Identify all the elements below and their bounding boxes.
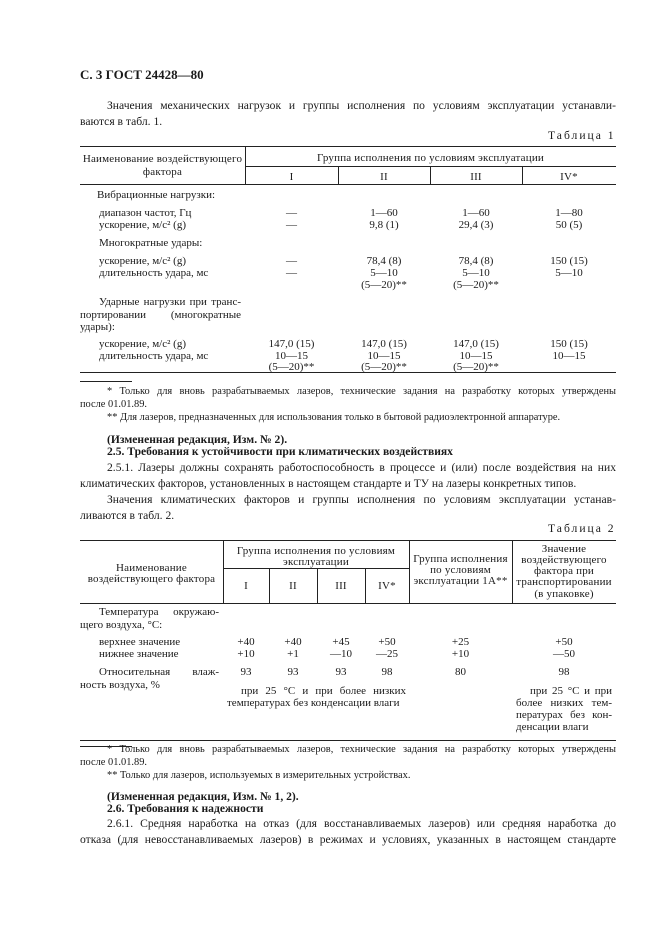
transport-note: пературах без кон- (516, 709, 612, 721)
cell: 10—15 (367, 350, 401, 362)
row-label: длительность удара, мс (99, 267, 209, 279)
cell: (5—20)** (268, 361, 315, 373)
table2-bottom-rule (80, 740, 616, 741)
table2-col-transport: (в упаковке) (534, 588, 594, 600)
row-label: Многократные удары: (99, 237, 203, 249)
cell: 147,0 (15) (453, 338, 499, 350)
cell: 150 (15) (550, 338, 588, 350)
cell: 78,4 (8) (366, 255, 402, 267)
table2-caption: Таблица 2 (548, 522, 616, 535)
table1-group-I: I (289, 171, 294, 183)
table1-group-III: III (470, 171, 482, 183)
cell: 1—60 (370, 207, 398, 219)
row-label: Относительная влаж- (99, 666, 219, 678)
cell: +1 (287, 648, 299, 660)
section-2-6-title: 2.6. Требования к надежности (107, 802, 264, 815)
transport-note: при 25 °С и при (530, 685, 612, 697)
table2-group-III: III (335, 580, 347, 592)
cell: 1—60 (462, 207, 490, 219)
table2-col-1a: Группа исполнения (413, 553, 508, 565)
table2-col-transport: воздействующего (521, 554, 607, 566)
row-label: удары): (80, 321, 115, 333)
transport-note: денсации влаги (516, 721, 589, 733)
section-2-5-title: 2.5. Требования к устойчивости при климатических воздействиях (107, 445, 453, 458)
cell: —25 (376, 648, 398, 660)
cell: 10—15 (275, 350, 308, 362)
row-label: Вибрационные нагрузки: (97, 189, 216, 201)
table2-top-rule (80, 540, 616, 541)
footnote: * Только для вновь разрабатываемых лазеров, технические задания на разработку которых утверждены (107, 744, 616, 755)
table2-group-IV: IV* (378, 580, 396, 592)
table2-col-name: Наименование (116, 562, 187, 574)
cell: +40 (284, 636, 302, 648)
edit-note: (Измененная редакция, Изм. № 2). (107, 433, 288, 446)
cell: 5—10 (370, 267, 398, 279)
edit-note: (Измененная редакция, Изм. № 1, 2). (107, 790, 299, 803)
paragraph: ливаются в табл. 2. (80, 509, 175, 522)
row-label: длительность удара, мс (99, 350, 209, 362)
table2-group-I: I (244, 580, 248, 592)
row-label: Ударные нагрузки при транс- (99, 296, 241, 308)
cell: 93 (335, 666, 347, 678)
humidity-note: температурах без конденсации влаги (227, 697, 400, 709)
cell: 98 (381, 666, 393, 678)
table2-col-transport: фактора при (534, 565, 594, 577)
humidity-note: при 25 °С и при более низких (241, 685, 406, 697)
row-label: ускорение, м/с² (g) (99, 255, 186, 267)
row-label: щего воздуха, °С: (80, 619, 163, 631)
intro-line-2: ваются в табл. 1. (80, 115, 163, 128)
cell: +25 (451, 636, 470, 648)
footnote: ** Только для лазеров, используемых в измерительных устройствах. (107, 770, 411, 781)
cell: +40 (237, 636, 255, 648)
cell: 10—15 (459, 350, 493, 362)
cell: (5—20)** (361, 279, 407, 291)
table1-group-II: II (380, 171, 388, 183)
row-label: нижнее значение (99, 648, 179, 660)
cell: —50 (553, 648, 575, 660)
table1-group-IV: IV* (560, 171, 578, 183)
table2-col-1a: эксплуатации 1А** (413, 575, 508, 587)
row-label: ускорение, м/с² (g) (99, 219, 186, 231)
table2-group-header: эксплуатации (283, 556, 349, 568)
table2-col-1a: по условиям (430, 564, 491, 576)
paragraph: отказа (для невосстанавливаемых лазеров) в режимах и условиях, указанных в настоящем стандарте (80, 833, 616, 846)
paragraph: 2.6.1. Средняя наработка на отказ (для восстанавливаемых лазеров) или средняя наработка до (107, 817, 616, 830)
table1-caption: Таблица 1 (548, 129, 616, 142)
footnote: после 01.01.89. (80, 399, 147, 410)
cell: 29,4 (3) (458, 219, 494, 231)
footnote: ** Для лазеров, предназначенных для использования только в бытовой радиоэлектронной аппаратуре. (107, 412, 561, 423)
cell: (5—20)** (453, 279, 499, 291)
cell: 9,8 (1) (369, 219, 399, 231)
transport-note: более низких тем- (516, 697, 612, 709)
row-label: ность воздуха, % (80, 679, 160, 691)
cell: 98 (558, 666, 570, 678)
paragraph: климатических факторов, установленных в настоящем стандарте и ТУ на лазеры конкретных типов. (80, 477, 577, 490)
cell: +10 (451, 648, 470, 660)
cell: 10—15 (552, 350, 586, 362)
table2-col-name: воздействующего фактора (87, 573, 216, 585)
cell: +50 (378, 636, 396, 648)
cell: 93 (287, 666, 299, 678)
intro-line-1: Значения механических нагрузок и группы исполнения по условиям эксплуатации устанавли- (107, 99, 616, 112)
table1-col-name: Наименование воздействующего (82, 153, 243, 165)
cell: 5—10 (555, 267, 583, 279)
row-label: Температура окружаю- (99, 606, 219, 618)
cell: (5—20)** (361, 361, 407, 373)
table2-group-II: II (289, 580, 297, 592)
cell: 1—80 (555, 207, 583, 219)
footnote: * Только для вновь разрабатываемых лазеров, технические задания на разработку которых утверждены (107, 386, 616, 397)
cell: +45 (332, 636, 350, 648)
cell: 150 (15) (550, 255, 588, 267)
table1-top-rule (80, 146, 616, 147)
paragraph: 2.5.1. Лазеры должны сохранять работоспособность в процессе и (или) после воздействия на них (107, 461, 616, 474)
cell: — (286, 255, 297, 267)
row-label: верхнее значение (99, 636, 181, 648)
footnote: после 01.01.89. (80, 757, 147, 768)
cell: 50 (5) (555, 219, 583, 231)
table2-col-transport: Значение (541, 543, 587, 555)
table2-col-transport: транспортировании (516, 576, 612, 588)
cell: 80 (455, 666, 466, 678)
cell: 5—10 (462, 267, 490, 279)
table1-header-rule (80, 184, 616, 185)
cell: +10 (237, 648, 255, 660)
cell: +50 (555, 636, 573, 648)
cell: (5—20)** (453, 361, 499, 373)
row-label: диапазон частот, Гц (99, 207, 192, 219)
table2-group-header: Группа исполнения по условиям (236, 545, 396, 557)
footnote-rule (80, 381, 132, 382)
table1-group-header: Группа исполнения по условиям эксплуатации (316, 152, 545, 164)
row-label: портировании (многократные (80, 309, 241, 321)
cell: 147,0 (15) (361, 338, 407, 350)
cell: — (286, 207, 297, 219)
table1-col-name: фактора (142, 166, 183, 178)
cell: 78,4 (8) (458, 255, 494, 267)
cell: 93 (240, 666, 252, 678)
table2-header-rule (80, 603, 616, 604)
page-header: С. 3 ГОСТ 24428—80 (80, 67, 204, 82)
cell: 147,0 (15) (268, 338, 315, 350)
cell: —10 (330, 648, 352, 660)
cell: — (286, 219, 297, 231)
row-label: ускорение, м/с² (g) (99, 338, 186, 350)
paragraph: Значения климатических факторов и группы исполнения по условиям эксплуатации устанав- (107, 493, 616, 506)
cell: — (286, 267, 297, 279)
